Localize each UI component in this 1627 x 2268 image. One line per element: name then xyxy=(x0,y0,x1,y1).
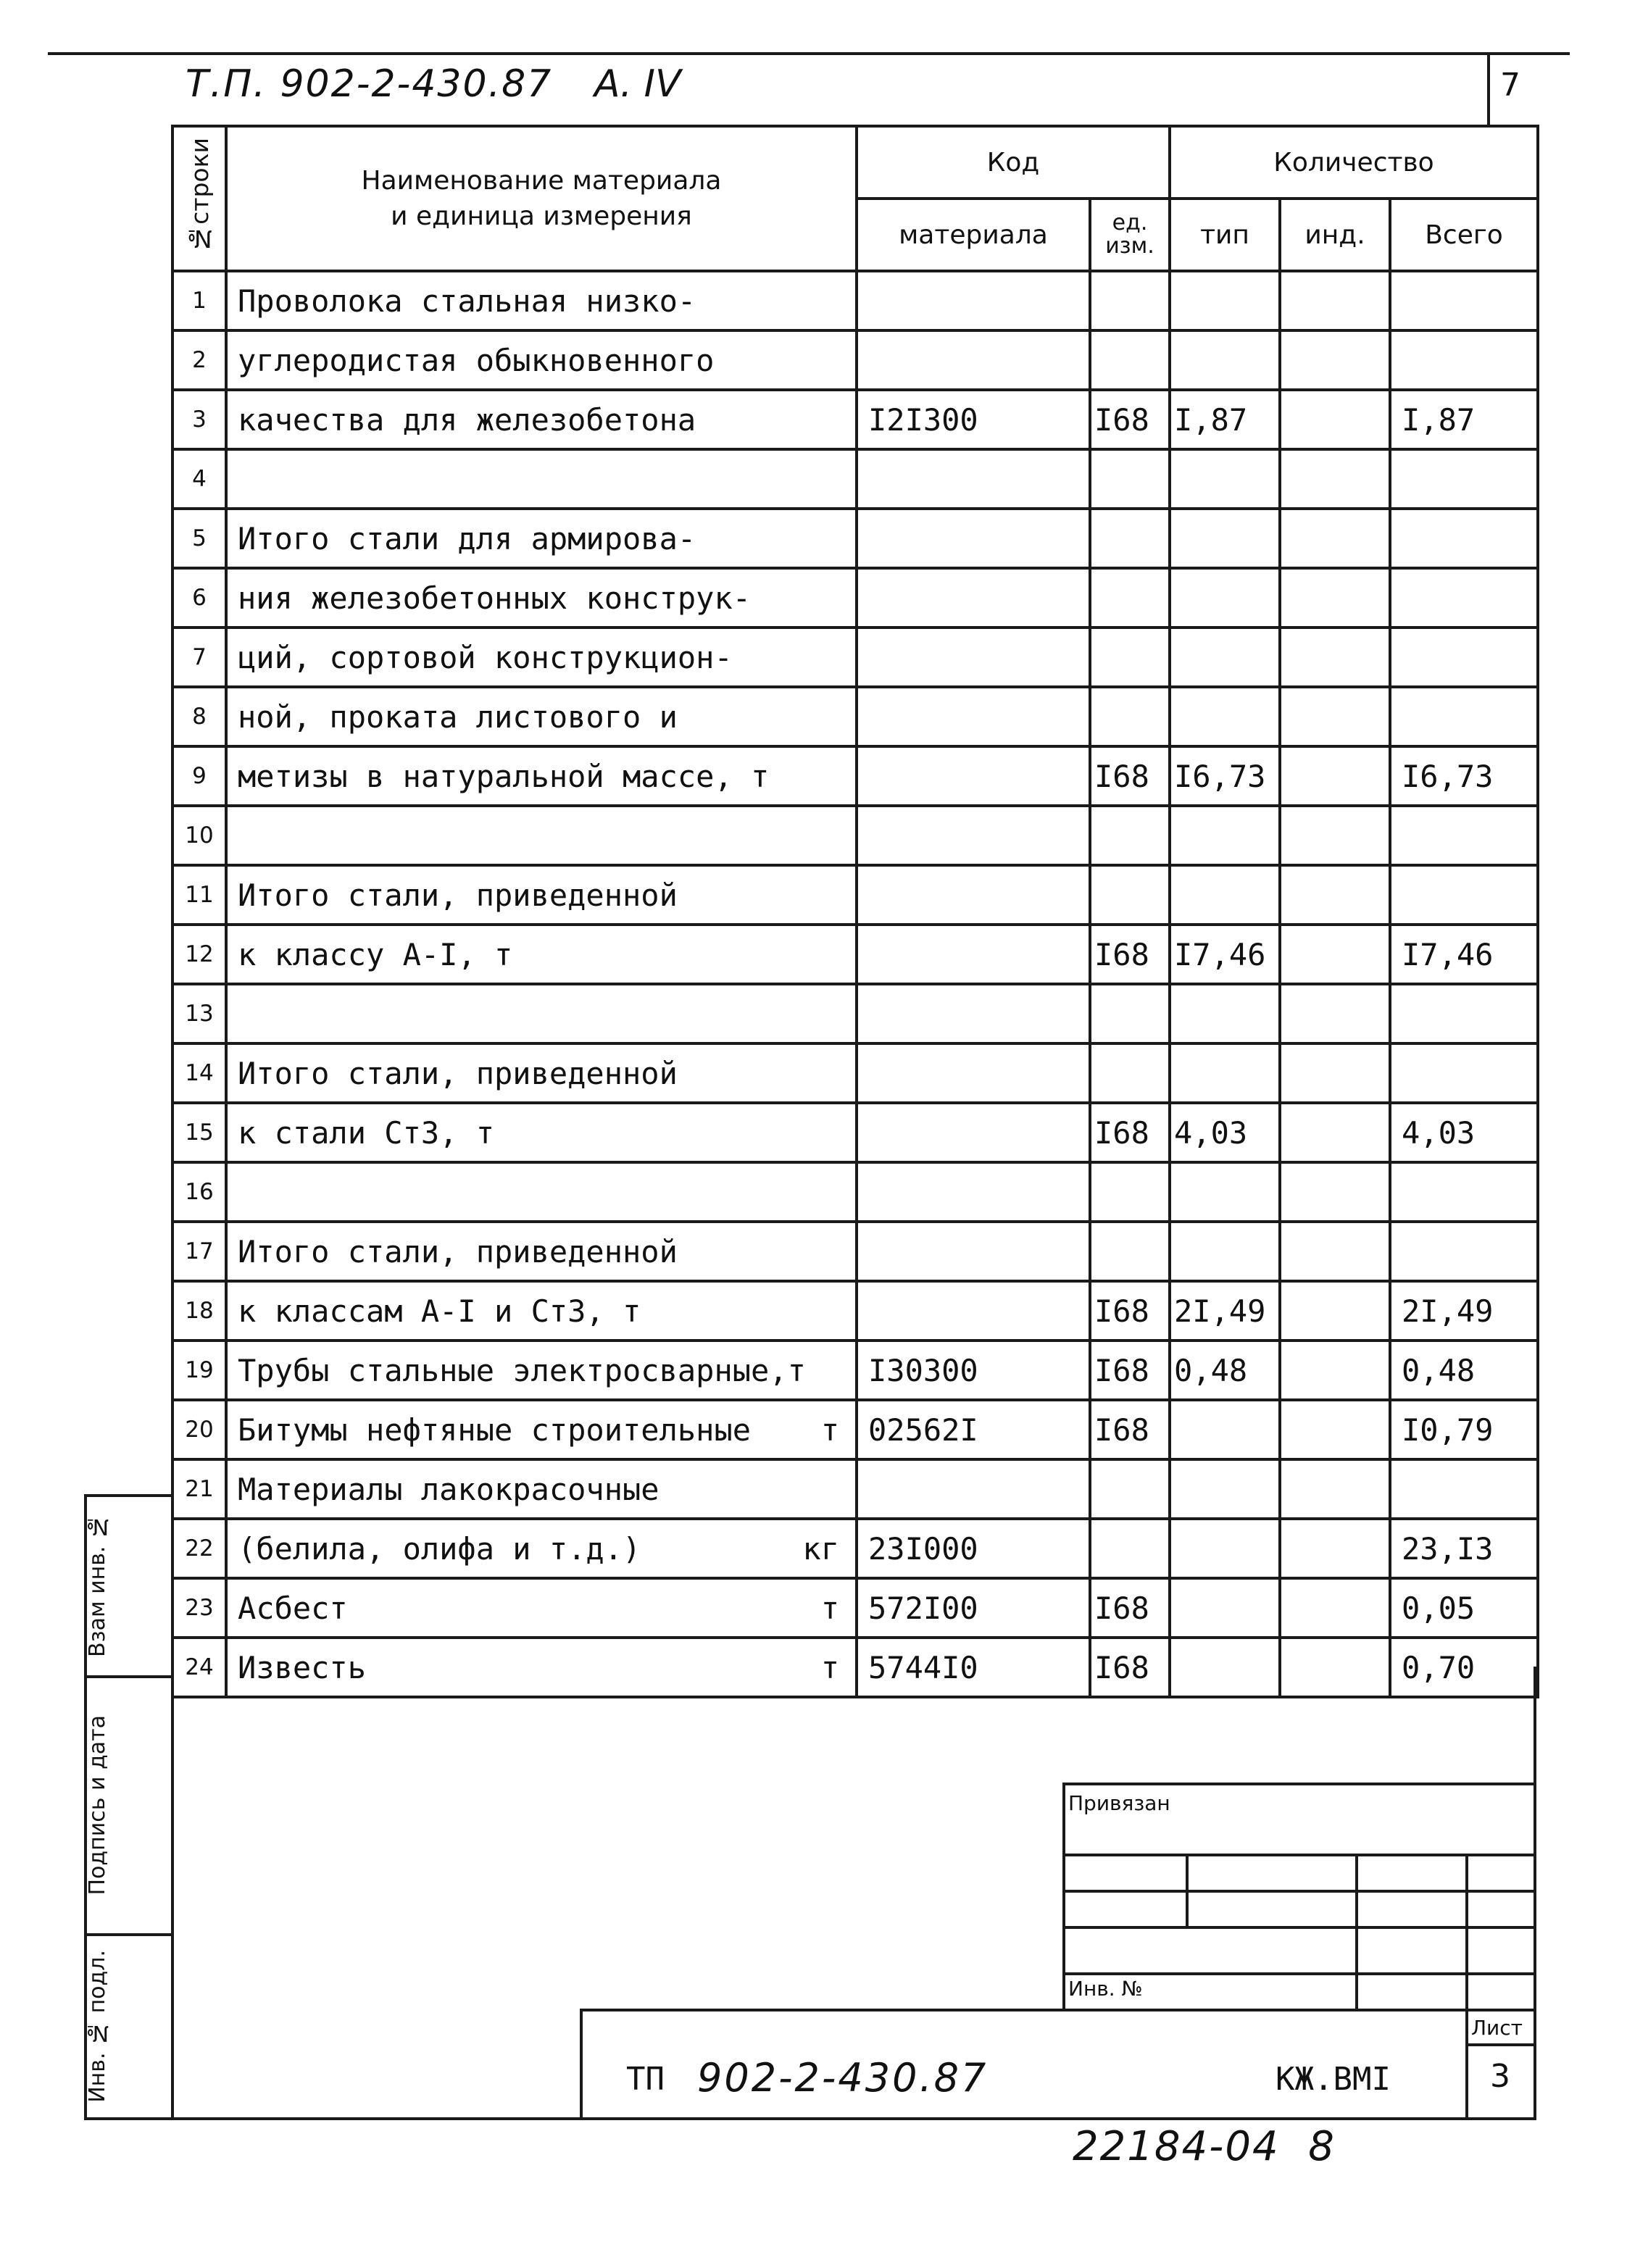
row-name xyxy=(226,568,857,628)
row-unit-code xyxy=(1090,984,1170,1043)
row-name xyxy=(226,628,857,687)
row-number: 13 xyxy=(172,984,226,1043)
row-qty-type xyxy=(1170,687,1280,746)
row-qty-total: 23,I3 xyxy=(1390,1519,1538,1578)
row-qty-ind xyxy=(1280,984,1390,1043)
table-row xyxy=(172,925,1538,984)
row-material-code xyxy=(857,1281,1090,1341)
table-row xyxy=(172,984,1538,1043)
row-name xyxy=(226,1341,857,1400)
table-row xyxy=(172,1638,1538,1697)
row-name-text: Итого стали, приведенной xyxy=(238,1055,678,1091)
row-material-code xyxy=(857,449,1090,509)
row-material-code xyxy=(857,1043,1090,1103)
row-number: 19 xyxy=(172,1341,226,1400)
header-code: Код xyxy=(857,126,1170,199)
row-qty-type xyxy=(1170,1400,1280,1459)
table-row xyxy=(172,1459,1538,1519)
row-name-text: ния железобетонных конструк- xyxy=(238,580,752,616)
row-number: 4 xyxy=(172,449,226,509)
row-unit-code xyxy=(1090,1162,1170,1222)
row-unit-code: I68 xyxy=(1090,1281,1170,1341)
row-qty-ind xyxy=(1280,746,1390,806)
title-block-top xyxy=(580,2009,1536,2011)
album-header: А. IV xyxy=(594,62,681,106)
row-unit-code: I68 xyxy=(1090,1578,1170,1638)
table-row xyxy=(172,1519,1538,1578)
row-unit-code: I68 xyxy=(1090,1103,1170,1162)
row-qty-type xyxy=(1170,628,1280,687)
row-unit-code: I68 xyxy=(1090,1638,1170,1697)
doc-code-header: Т.П. 902-2-430.87 xyxy=(186,62,553,106)
row-qty-ind xyxy=(1280,1162,1390,1222)
table-row xyxy=(172,1162,1538,1222)
margin-line-bottom xyxy=(84,2117,1536,2120)
frame-bottom-extension xyxy=(1534,1667,1536,2120)
row-name xyxy=(226,746,857,806)
row-qty-ind xyxy=(1280,1459,1390,1519)
row-name-text: Итого стали, приведенной xyxy=(238,1233,678,1270)
row-qty-total: 0,48 xyxy=(1390,1341,1538,1400)
table-row xyxy=(172,390,1538,449)
row-number: 6 xyxy=(172,568,226,628)
title-sheet-number: 3 xyxy=(1490,2058,1510,2095)
row-number: 16 xyxy=(172,1162,226,1222)
footer-code: 22184-04 8 xyxy=(1073,2123,1336,2170)
row-qty-total: 0,05 xyxy=(1390,1578,1538,1638)
row-qty-type xyxy=(1170,271,1280,330)
table-row xyxy=(172,1578,1538,1638)
stamp-vline-1 xyxy=(1186,1854,1189,1929)
row-qty-ind xyxy=(1280,509,1390,568)
row-qty-total: I0,79 xyxy=(1390,1400,1538,1459)
row-material-code xyxy=(857,1162,1090,1222)
row-unit: т xyxy=(820,1412,839,1448)
row-name xyxy=(226,806,857,865)
title-doc-number: 902-2-430.87 xyxy=(697,2055,989,2101)
row-name-text: Итого стали, приведенной xyxy=(238,877,678,913)
row-qty-ind xyxy=(1280,1281,1390,1341)
row-material-code xyxy=(857,1459,1090,1519)
row-qty-ind xyxy=(1280,925,1390,984)
row-number: 23 xyxy=(172,1578,226,1638)
row-material-code xyxy=(857,509,1090,568)
row-qty-type xyxy=(1170,1222,1280,1281)
row-number: 24 xyxy=(172,1638,226,1697)
row-name xyxy=(226,925,857,984)
row-name xyxy=(226,271,857,330)
row-name xyxy=(226,1519,857,1578)
row-unit-code: I68 xyxy=(1090,746,1170,806)
row-material-code xyxy=(857,865,1090,925)
title-mark: КЖ.ВМI xyxy=(1276,2061,1391,2098)
row-qty-total xyxy=(1390,1043,1538,1103)
row-unit-code: I68 xyxy=(1090,1341,1170,1400)
row-qty-total xyxy=(1390,271,1538,330)
row-qty-type: I6,73 xyxy=(1170,746,1280,806)
row-qty-ind xyxy=(1280,865,1390,925)
row-qty-type xyxy=(1170,509,1280,568)
row-qty-ind xyxy=(1280,1043,1390,1103)
row-material-code xyxy=(857,568,1090,628)
row-qty-ind xyxy=(1280,1638,1390,1697)
row-qty-type xyxy=(1170,449,1280,509)
row-material-code xyxy=(857,628,1090,687)
row-number: 21 xyxy=(172,1459,226,1519)
row-unit-code xyxy=(1090,271,1170,330)
table-row xyxy=(172,1281,1538,1341)
table-row xyxy=(172,271,1538,330)
row-qty-type xyxy=(1170,1578,1280,1638)
row-qty-total xyxy=(1390,865,1538,925)
row-qty-total: 4,03 xyxy=(1390,1103,1538,1162)
title-doc-prefix: ТП xyxy=(626,2061,665,2098)
row-qty-total: 2I,49 xyxy=(1390,1281,1538,1341)
title-list-divider xyxy=(1465,2009,1468,2120)
row-unit-code: I68 xyxy=(1090,390,1170,449)
row-name-text: Асбест xyxy=(238,1590,348,1626)
table-row xyxy=(172,806,1538,865)
row-name-text: к классу А-I, т xyxy=(238,936,513,972)
row-material-code xyxy=(857,984,1090,1043)
row-qty-total xyxy=(1390,687,1538,746)
row-name xyxy=(226,1103,857,1162)
row-qty-ind xyxy=(1280,568,1390,628)
row-number: 1 xyxy=(172,271,226,330)
row-qty-type xyxy=(1170,568,1280,628)
title-block-left xyxy=(580,2009,583,2120)
row-name xyxy=(226,1162,857,1222)
row-name-text: углеродистая обыкновенного xyxy=(238,342,715,378)
row-name xyxy=(226,1459,857,1519)
row-name xyxy=(226,509,857,568)
row-name xyxy=(226,1400,857,1459)
row-qty-type xyxy=(1170,1459,1280,1519)
table-row xyxy=(172,628,1538,687)
row-unit-code xyxy=(1090,509,1170,568)
row-number: 18 xyxy=(172,1281,226,1341)
margin-inv-podl: Инв. № подл. xyxy=(84,1949,110,2103)
row-qty-total xyxy=(1390,330,1538,390)
row-material-code xyxy=(857,1222,1090,1281)
row-material-code xyxy=(857,746,1090,806)
row-qty-ind xyxy=(1280,330,1390,390)
row-number: 3 xyxy=(172,390,226,449)
table-row xyxy=(172,865,1538,925)
row-qty-total: 0,70 xyxy=(1390,1638,1538,1697)
row-material-code xyxy=(857,925,1090,984)
header-qty-ind: инд. xyxy=(1280,199,1390,271)
row-unit-code: I68 xyxy=(1090,925,1170,984)
row-unit: т xyxy=(820,1649,839,1685)
stamp-privyazan-left xyxy=(1062,1783,1065,2010)
row-qty-type xyxy=(1170,1638,1280,1697)
row-name xyxy=(226,984,857,1043)
row-unit-code xyxy=(1090,1222,1170,1281)
row-name xyxy=(226,1043,857,1103)
row-qty-ind xyxy=(1280,1400,1390,1459)
row-material-code: 23I000 xyxy=(857,1519,1090,1578)
header-code-material: материала xyxy=(857,199,1090,271)
row-name-text: к классам А-I и Ст3, т xyxy=(238,1293,641,1329)
table-row xyxy=(172,746,1538,806)
row-name-text: качества для железобетона xyxy=(238,401,696,438)
row-qty-total xyxy=(1390,449,1538,509)
row-number: 11 xyxy=(172,865,226,925)
row-qty-ind xyxy=(1280,687,1390,746)
row-unit-code xyxy=(1090,568,1170,628)
table-row xyxy=(172,1341,1538,1400)
row-number: 14 xyxy=(172,1043,226,1103)
row-name-text: Трубы стальные электросварные,т xyxy=(238,1352,806,1388)
row-name-text: Известь xyxy=(238,1649,367,1685)
row-qty-type: I,87 xyxy=(1170,390,1280,449)
table-row xyxy=(172,568,1538,628)
margin-line-inner xyxy=(171,1667,174,2120)
row-material-code xyxy=(857,271,1090,330)
header-quantity: Количество xyxy=(1170,126,1538,199)
row-name xyxy=(226,390,857,449)
row-name xyxy=(226,1578,857,1638)
row-unit-code xyxy=(1090,1459,1170,1519)
title-list-label: Лист xyxy=(1471,2016,1523,2040)
row-material-code: I30300 xyxy=(857,1341,1090,1400)
row-material-code: 5744I0 xyxy=(857,1638,1090,1697)
stamp-vline-3 xyxy=(1465,1854,1468,2010)
row-unit-code xyxy=(1090,687,1170,746)
row-material-code xyxy=(857,1103,1090,1162)
row-name xyxy=(226,330,857,390)
row-name-text: Итого стали для армирова- xyxy=(238,520,696,556)
row-unit: т xyxy=(820,1590,839,1626)
table-row xyxy=(172,1222,1538,1281)
row-material-code: 02562I xyxy=(857,1400,1090,1459)
row-number: 15 xyxy=(172,1103,226,1162)
table-row xyxy=(172,1103,1538,1162)
row-name xyxy=(226,1222,857,1281)
header-qty-total: Всего xyxy=(1390,199,1538,271)
top-rule xyxy=(48,52,1570,55)
row-qty-ind xyxy=(1280,1578,1390,1638)
row-qty-total xyxy=(1390,1459,1538,1519)
row-qty-ind xyxy=(1280,271,1390,330)
row-number: 7 xyxy=(172,628,226,687)
row-qty-type xyxy=(1170,1162,1280,1222)
row-unit-code xyxy=(1090,1519,1170,1578)
row-material-code: I2I300 xyxy=(857,390,1090,449)
row-qty-total: I,87 xyxy=(1390,390,1538,449)
row-qty-ind xyxy=(1280,390,1390,449)
header-name: Наименование материала и единица измерения xyxy=(226,126,857,271)
row-number: 22 xyxy=(172,1519,226,1578)
row-number: 5 xyxy=(172,509,226,568)
title-list-hline xyxy=(1465,2043,1536,2046)
row-qty-total xyxy=(1390,806,1538,865)
row-qty-ind xyxy=(1280,1222,1390,1281)
row-name-text: к стали Ст3, т xyxy=(238,1114,495,1151)
stamp-vline-2 xyxy=(1355,1854,1358,2010)
row-qty-total xyxy=(1390,509,1538,568)
margin-podpis-data: Подпись и дата xyxy=(84,1714,110,1896)
row-name-text: ной, проката листового и xyxy=(238,699,678,735)
row-name-text: (белила, олифа и т.д.) xyxy=(238,1530,641,1567)
page-number-box-left xyxy=(1487,55,1490,125)
row-qty-type xyxy=(1170,865,1280,925)
row-qty-total xyxy=(1390,1222,1538,1281)
table-row xyxy=(172,687,1538,746)
row-name-text: метизы в натуральной массе, т xyxy=(238,758,770,794)
page-number: 7 xyxy=(1500,67,1520,104)
row-material-code: 572I00 xyxy=(857,1578,1090,1638)
row-number: 2 xyxy=(172,330,226,390)
row-name xyxy=(226,687,857,746)
row-qty-total xyxy=(1390,1162,1538,1222)
table-row xyxy=(172,509,1538,568)
row-qty-type: I7,46 xyxy=(1170,925,1280,984)
row-qty-ind xyxy=(1280,628,1390,687)
table-row xyxy=(172,1400,1538,1459)
stamp-privyazan-label: Привязан xyxy=(1068,1791,1170,1815)
row-material-code xyxy=(857,806,1090,865)
row-qty-total: I6,73 xyxy=(1390,746,1538,806)
row-qty-total xyxy=(1390,984,1538,1043)
row-name-text: Проволока стальная низко- xyxy=(238,283,696,319)
table-row xyxy=(172,449,1538,509)
row-name xyxy=(226,449,857,509)
stamp-inv-no: Инв. № xyxy=(1068,1977,1143,2001)
table-row xyxy=(172,1043,1538,1103)
row-number: 10 xyxy=(172,806,226,865)
row-qty-total xyxy=(1390,628,1538,687)
row-name xyxy=(226,1638,857,1697)
row-number: 12 xyxy=(172,925,226,984)
row-qty-type: 2I,49 xyxy=(1170,1281,1280,1341)
row-unit-code: I68 xyxy=(1090,1400,1170,1459)
header-qty-type: тип xyxy=(1170,199,1280,271)
row-unit-code xyxy=(1090,628,1170,687)
table-row xyxy=(172,330,1538,390)
materials-table xyxy=(171,125,1539,1698)
header-row-no: №строки xyxy=(172,126,226,271)
row-qty-ind xyxy=(1280,1103,1390,1162)
row-qty-type: 4,03 xyxy=(1170,1103,1280,1162)
stamp-privyazan-top xyxy=(1062,1783,1536,1785)
row-unit-code xyxy=(1090,865,1170,925)
row-unit-code xyxy=(1090,330,1170,390)
row-qty-ind xyxy=(1280,449,1390,509)
row-qty-type xyxy=(1170,330,1280,390)
row-material-code xyxy=(857,330,1090,390)
row-unit-code xyxy=(1090,1043,1170,1103)
row-name-text: Битумы нефтяные строительные xyxy=(238,1412,752,1448)
row-qty-type xyxy=(1170,1043,1280,1103)
row-number: 9 xyxy=(172,746,226,806)
row-number: 8 xyxy=(172,687,226,746)
row-qty-total: I7,46 xyxy=(1390,925,1538,984)
row-unit: кг xyxy=(802,1530,839,1567)
row-unit-code xyxy=(1090,449,1170,509)
row-number: 17 xyxy=(172,1222,226,1281)
row-name xyxy=(226,1281,857,1341)
row-name xyxy=(226,865,857,925)
row-qty-type xyxy=(1170,1519,1280,1578)
row-name-text: Материалы лакокрасочные xyxy=(238,1471,659,1507)
row-qty-total xyxy=(1390,568,1538,628)
header-code-unit: ед. изм. xyxy=(1090,199,1170,271)
row-qty-ind xyxy=(1280,1341,1390,1400)
row-qty-type xyxy=(1170,806,1280,865)
row-name-text: ций, сортовой конструкцион- xyxy=(238,639,733,675)
row-material-code xyxy=(857,687,1090,746)
row-qty-type xyxy=(1170,984,1280,1043)
row-qty-ind xyxy=(1280,1519,1390,1578)
margin-vzam-inv: Взам инв. № xyxy=(84,1514,110,1657)
row-qty-type: 0,48 xyxy=(1170,1341,1280,1400)
row-number: 20 xyxy=(172,1400,226,1459)
row-qty-ind xyxy=(1280,806,1390,865)
row-unit-code xyxy=(1090,806,1170,865)
